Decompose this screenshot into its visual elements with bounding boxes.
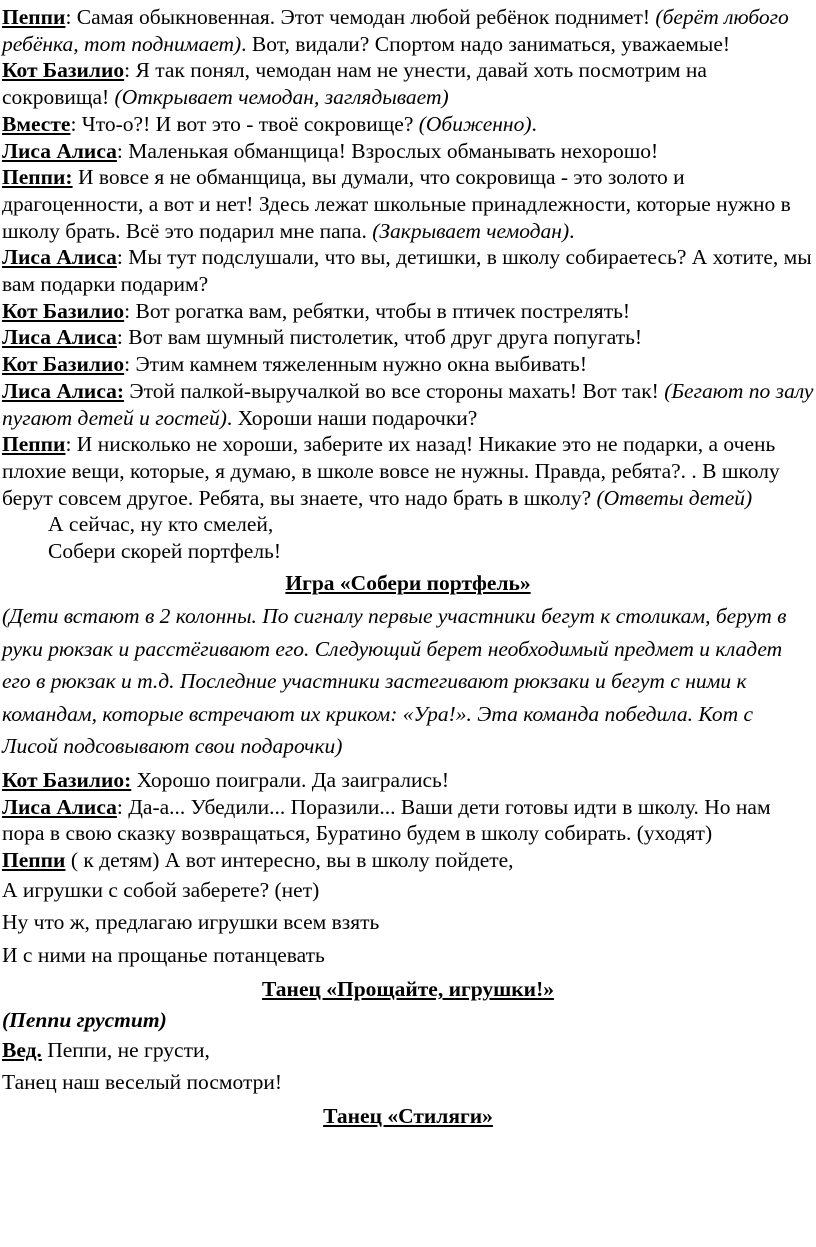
line-text: Этой палкой-выручалкой во все стороны махать! Вот так! — [129, 378, 665, 403]
stage-direction: (Закрывает чемодан) — [372, 218, 570, 243]
dialogue-line — [2, 847, 814, 874]
verse-block-2 — [2, 874, 814, 972]
speaker-name: Кот Базилио — [2, 352, 125, 377]
stage-direction: (Пеппи грустит) — [2, 1007, 167, 1032]
dialogue-line: Лиса Алиса: Мы тут подслушали, что вы, детишки, в школу собираетесь? А хотите, мы вам подарки подарим? — [2, 245, 812, 297]
verse-block-1 — [2, 511, 814, 564]
speaker-name: Лиса Алиса — [2, 138, 117, 163]
stage-direction: (Открывает чемодан, заглядывает) — [114, 85, 449, 110]
dialogue-block-1 — [2, 4, 814, 511]
line-text: Самая обыкновенная. Этот чемодан любой ребёнок поднимет! — [76, 5, 656, 29]
dialogue-line: Кот Базилио: Я так понял, чемодан нам не унести, давай хоть посмотрим на сокровища! (Открывает чемодан, заглядывает) — [2, 58, 707, 110]
speaker-name: Вместе — [2, 111, 71, 136]
line-text: Этим камнем тяжеленным нужно окна выбивать! — [135, 352, 588, 377]
speaker-name: Пеппи — [2, 848, 66, 873]
line-text: Да-а... Убедили... Поразили... Ваши дети готовы идти в школу. Но нам пора в свою сказку возвращаться, Буратино будем в школу собирать. (уходят) — [2, 794, 771, 846]
game-description: (Дети встают в 2 колонны. По сигналу первые участники бегут к столикам, берут в руки рюкзак и расстёгивают его. Следующий берет необходимый предмет и кладет его в рюкзак и т.д. Последние участники застегивают рюкзаки и бегут с ними к командам, которые встречают их криком: «Ура!». Эта команда победила. Кот с Лисой подсовывают свои подарочки) — [2, 604, 787, 759]
verse-line: И с ними на прощанье потанцевать — [2, 942, 325, 967]
line-text: Вот вам шумный пистолетик, чтоб друг друга попугать! — [128, 325, 643, 350]
dialogue-line: Кот Базилио: Вот рогатка вам, ребятки, чтобы в птичек пострелять! — [2, 298, 631, 323]
dialogue-line — [2, 767, 814, 794]
speaker-name: Лиса Алиса — [2, 794, 117, 819]
verse-line: А сейчас, ну кто смелей, — [48, 512, 274, 537]
heading-dance-1: Танец «Прощайте, игрушки!» — [262, 977, 554, 1002]
speaker-name: Кот Базилио: — [2, 767, 132, 792]
line-text: . Хороши наши подарочки? — [226, 405, 478, 430]
line-text: И вовсе я не обманщица, вы думали, что сокровища - это золото и драгоценности, а вот и нет! Здесь лежат школьные принадлежности, которые нужно в школу брать. Всё это подарил мне папа. — [2, 165, 791, 243]
speaker-name: Кот Базилио — [2, 58, 125, 83]
dialogue-line: Лиса Алиса: Вот вам шумный пистолетик, чтоб друг друга попугать! — [2, 325, 643, 350]
verse-line: Танец наш веселый посмотри! — [2, 1069, 283, 1094]
dialogue-line: Лиса Алиса: Да-а... Убедили... Поразили... Ваши дети готовы идти в школу. Но нам пора в свою сказку возвращаться, Буратино будем в школу собирать. (уходят) — [2, 794, 771, 846]
speaker-name: Пеппи — [2, 432, 66, 457]
line-text: . — [569, 218, 575, 243]
dialogue-line — [2, 164, 814, 244]
line-text: . Вот, видали? Спортом надо заниматься, уважаемые! — [241, 31, 731, 56]
dialogue-line — [2, 378, 814, 431]
line-text: . — [531, 111, 537, 136]
dialogue-line: Лиса Алиса: Маленькая обманщица! Взрослых обманывать нехорошо! — [2, 138, 659, 163]
speaker-name: Пеппи: — [2, 165, 73, 190]
dialogue-line: Вместе: Что-о?! И вот это - твоё сокровище? (Обиженно). — [2, 111, 537, 136]
line-text: Мы тут подслушали, что вы, детишки, в школу собираетесь? А хотите, мы вам подарки подарим? — [2, 245, 812, 297]
line-text: И нисколько не хороши, заберите их назад! Никакие это не подарки, а очень плохие вещи, которые, я думаю, в школе вовсе не нужны. Правда, ребята?. . В школу берут совсем другое. Ребята, вы знаете, что надо брать в школу? — [2, 432, 780, 510]
line-text: Я так понял, чемодан нам не унести, давай хоть посмотрим на сокровища! — [2, 58, 707, 110]
speaker-name: Лиса Алиса — [2, 245, 117, 270]
heading-dance-2: Танец «Стиляги» — [323, 1103, 493, 1128]
line-text: Что-о?! И вот это - твоё сокровище? — [81, 111, 419, 136]
stage-direction: (берёт любого ребёнка, тот поднимает) — [2, 5, 789, 56]
verse-line: Собери скорей портфель! — [48, 539, 282, 564]
line-text: ( к детям) А вот интересно, вы в школу пойдете, — [70, 848, 514, 873]
line-text: Хорошо поиграли. Да заигрались! — [136, 767, 449, 792]
dialogue-line: Пеппи: И нисколько не хороши, заберите их назад! Никакие это не подарки, а очень плохие вещи, которые, я думаю, в школе вовсе не нужны. Правда, ребята?. . В школу берут совсем другое. Ребята, вы знаете, что надо брать в школу? (Ответы детей) — [2, 432, 780, 510]
speaker-name: Лиса Алиса: — [2, 378, 125, 403]
speaker-name: Кот Базилио — [2, 298, 125, 323]
line-text: Пеппи, не грусти, — [47, 1037, 210, 1062]
speaker-name: Вед. — [2, 1037, 42, 1062]
dialogue-block-2 — [2, 767, 814, 874]
line-text: Вот рогатка вам, ребятки, чтобы в птичек пострелять! — [135, 298, 631, 323]
stage-direction: (Бегают по залу пугают детей и гостей) — [2, 378, 814, 430]
dialogue-line: Пеппи: Самая обыкновенная. Этот чемодан любой ребёнок поднимет! (берёт любого ребёнка, тот поднимает). Вот, видали? Спортом надо заниматься, уважаемые! — [2, 5, 789, 56]
stage-direction: (Ответы детей) — [596, 485, 753, 510]
verse-block-3 — [2, 1066, 814, 1098]
stage-direction: (Обиженно) — [418, 111, 532, 136]
speaker-name: Лиса Алиса — [2, 325, 117, 350]
speaker-name: Пеппи — [2, 5, 66, 29]
dialogue-line — [2, 1034, 814, 1066]
heading-game: Игра «Собери портфель» — [285, 570, 531, 595]
verse-line: А игрушки с собой заберете? (нет) — [2, 877, 320, 902]
verse-line: Ну что ж, предлагаю игрушки всем взять — [2, 910, 380, 935]
line-text: Маленькая обманщица! Взрослых обманывать нехорошо! — [128, 138, 659, 163]
dialogue-block-3 — [2, 1034, 814, 1066]
dialogue-line: Кот Базилио: Этим камнем тяжеленным нужно окна выбивать! — [2, 352, 588, 377]
